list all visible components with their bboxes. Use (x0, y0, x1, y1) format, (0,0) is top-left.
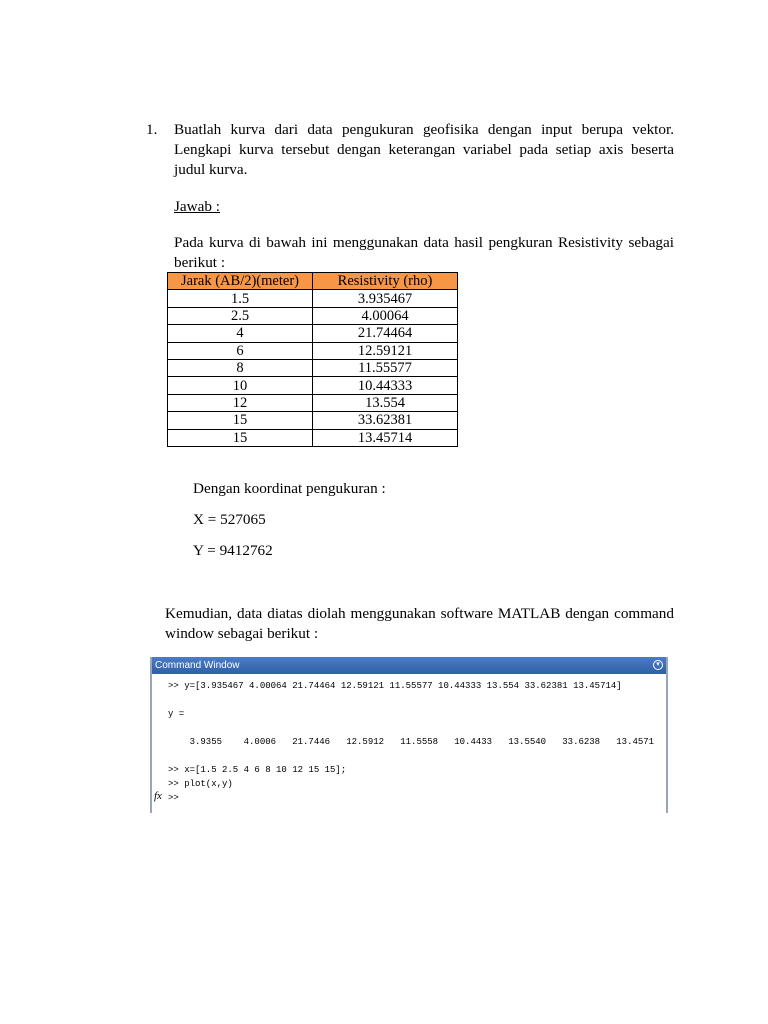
distance-cell: 6 (168, 342, 313, 359)
command-window-titlebar (152, 657, 666, 674)
distance-cell: 15 (168, 429, 313, 446)
distance-cell: 1.5 (168, 290, 313, 307)
matlab-intro-text: Kemudian, data diatas diolah menggunakan software MATLAB dengan command window sebagai berikut : (165, 605, 674, 642)
window-menu-icon[interactable]: ▾ (653, 660, 663, 670)
header-resistivity: Resistivity (rho) (313, 273, 458, 290)
resistivity-cell: 10.44333 (313, 377, 458, 394)
table-row (168, 342, 458, 359)
command-line: >> plot(x,y) (168, 779, 233, 789)
distance-cell: 15 (168, 412, 313, 429)
table-header-row (168, 273, 458, 290)
coordinate-y: Y = 9412762 (193, 542, 273, 559)
distance-cell: 12 (168, 394, 313, 411)
header-distance: Jarak (AB/2)(meter) (168, 273, 313, 290)
output-values-line: 3.9355 4.0006 21.7446 12.5912 11.5558 10.4433 13.5540 33.6238 13.4571 (168, 737, 655, 747)
answer-label: Jawab : (174, 198, 220, 215)
resistivity-cell: 3.935467 (313, 290, 458, 307)
resistivity-cell: 33.62381 (313, 412, 458, 429)
question-text: Buatlah kurva dari data pengukuran geofisika dengan input berupa vektor. Lengkapi kurva tersebut dengan keterangan variabel pada setiap axis beserta judul kurva. (174, 121, 674, 178)
table-row (168, 394, 458, 411)
command-window-title: Command Window (155, 660, 240, 671)
distance-cell: 10 (168, 377, 313, 394)
table-row (168, 429, 458, 446)
coordinates-label: Dengan koordinat pengukuran : (193, 480, 386, 497)
resistivity-cell: 11.55577 (313, 359, 458, 376)
table-row (168, 325, 458, 342)
fx-icon[interactable]: fx (154, 790, 162, 802)
distance-cell: 8 (168, 359, 313, 376)
output-variable-line: y = (168, 709, 185, 719)
intro-text: Pada kurva di bawah ini menggunakan data hasil pengkuran Resistivity sebagai berikut : (174, 234, 674, 271)
coordinate-x: X = 527065 (193, 511, 266, 528)
resistivity-cell: 13.45714 (313, 429, 458, 446)
prompt-line[interactable]: >> (168, 793, 179, 803)
resistivity-cell: 21.74464 (313, 325, 458, 342)
question-number: 1. (146, 121, 158, 138)
command-line: >> x=[1.5 2.5 4 6 8 10 12 15 15]; (168, 765, 347, 775)
distance-cell: 2.5 (168, 307, 313, 324)
distance-cell: 4 (168, 325, 313, 342)
resistivity-cell: 13.554 (313, 394, 458, 411)
table-row (168, 359, 458, 376)
command-line: >> y=[3.935467 4.00064 21.74464 12.59121 11.55577 10.44333 13.554 33.62381 13.45714] (168, 681, 622, 691)
table-row (168, 307, 458, 324)
table-row (168, 377, 458, 394)
command-window-body[interactable] (152, 674, 666, 813)
resistivity-cell: 4.00064 (313, 307, 458, 324)
resistivity-cell: 12.59121 (313, 342, 458, 359)
resistivity-table (167, 272, 458, 447)
command-window (150, 657, 668, 813)
table-row (168, 412, 458, 429)
table-row (168, 290, 458, 307)
